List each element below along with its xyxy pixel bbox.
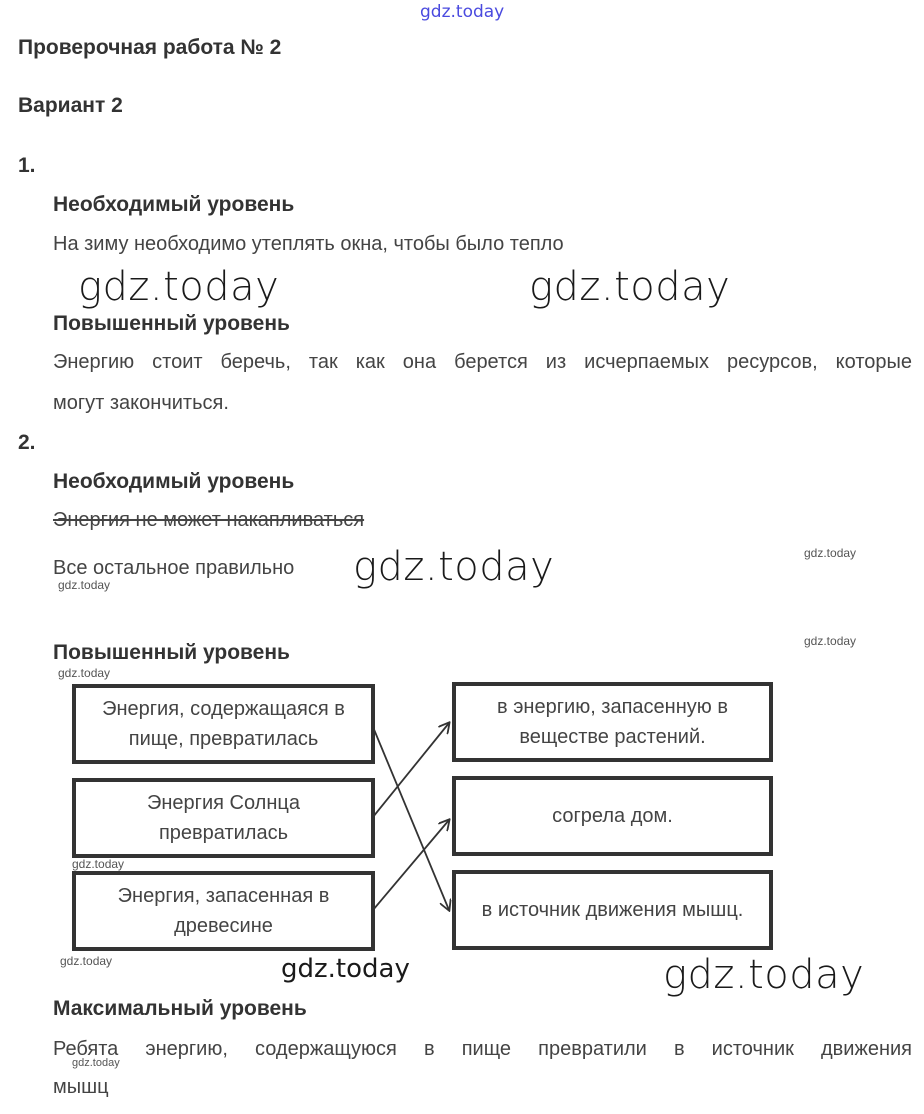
watermark-small: gdz.today: [72, 857, 125, 871]
task-1-required-text: На зиму необходимо утеплять окна, чтобы было тепло: [53, 233, 564, 255]
task-2-required-heading: Необходимый уровень: [53, 470, 295, 493]
right-box-3: в источник движения мышц.: [452, 870, 773, 950]
task-1-advanced-heading: Повышенный уровень: [53, 312, 290, 335]
left-box-3: Энергия, запасенная в древесине: [72, 871, 375, 951]
task-1-required-heading: Необходимый уровень: [53, 193, 295, 216]
watermark-large: gdz.today: [663, 952, 865, 998]
watermark-medium: gdz.today: [281, 954, 410, 984]
watermark-small: gdz.today: [60, 954, 113, 968]
task-2-advanced-heading: Повышенный уровень: [53, 641, 290, 664]
page-title: Проверочная работа № 2: [18, 36, 282, 59]
watermark-top: gdz.today: [420, 2, 505, 22]
task-2-maximum-heading: Максимальный уровень: [53, 997, 307, 1020]
watermark-large: gdz.today: [529, 264, 731, 310]
task-1-number: 1.: [18, 154, 36, 177]
watermark-small: gdz.today: [58, 666, 111, 680]
right-box-2: согрела дом.: [452, 776, 773, 856]
watermark-large: gdz.today: [353, 544, 555, 590]
arrow-2-to-1: [373, 723, 449, 817]
task-2-required-text: Все остальное правильно: [53, 557, 295, 579]
task-2-maximum-line-1: Ребята энергию, содержащуюся в пище превратили в источник движения: [53, 1038, 912, 1060]
task-1-advanced-line-2: могут закончиться.: [53, 392, 229, 414]
task-2-struck-statement: Энергия не может накапливаться: [53, 509, 365, 531]
right-box-1: в энергию, запасенную в веществе растений.: [452, 682, 773, 762]
watermark-small: gdz.today: [72, 1057, 120, 1069]
watermark-small: gdz.today: [58, 578, 111, 592]
task-2-number: 2.: [18, 431, 36, 454]
watermark-small: gdz.today: [804, 546, 857, 560]
left-box-1: Энергия, содержащаяся в пище, превратилась: [72, 684, 375, 764]
watermark-small: gdz.today: [804, 634, 857, 648]
arrow-3-to-2: [373, 820, 449, 910]
left-box-2: Энергия Солнца превратилась: [72, 778, 375, 858]
watermark-large: gdz.today: [78, 264, 280, 310]
variant-title: Вариант 2: [18, 94, 123, 117]
task-1-advanced-line-1: Энергию стоит беречь, так как она берется из исчерпаемых ресурсов, которые: [53, 351, 912, 373]
arrow-1-to-3: [373, 727, 449, 910]
task-2-maximum-line-2: мышц: [53, 1076, 109, 1098]
